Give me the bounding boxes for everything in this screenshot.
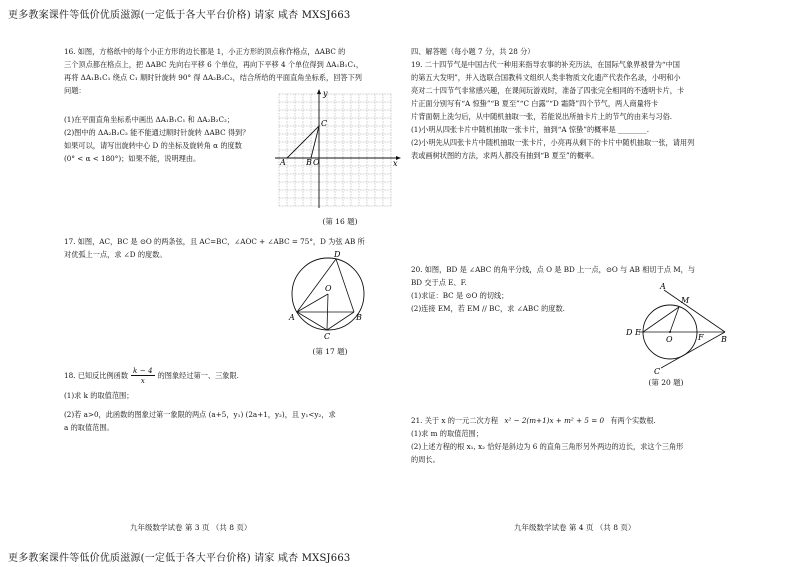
question-19-text: [411, 45, 751, 162]
question-18-text: [64, 366, 404, 434]
q21-line: 的周长。: [411, 455, 440, 464]
q20-line: 20. 如图，BD 是 ∠ABC 的角平分线，点 O 是 BD 上一点，⊙O 与 AB 相切于点 M，与: [411, 265, 696, 274]
q19-line: 片正面分别写有“A 惊蛰”“B 夏至”“C 白露”“D 霜降”四个节气，两人商量将卡: [411, 99, 659, 108]
point-b-label: B: [721, 335, 727, 344]
figure-17-circle: [283, 250, 373, 340]
figure-16-caption: (第 16 题): [322, 217, 358, 226]
q20-part-1: (1)求证：BC 是 ⊙O 的切线；: [411, 291, 509, 300]
page-3-footer: 九年级数学试卷 第 3 页 （共 8 页）: [130, 523, 252, 532]
section-heading: 四、解答题（每小题 7 分，共 28 分）: [411, 47, 535, 56]
x-axis-label: x: [393, 159, 398, 168]
q19-part-2: (2)小明先从四张卡片中随机抽取一张卡片，小亮再从剩下的卡片中随机抽取一张，请用列: [411, 138, 695, 147]
q17-line: 17. 如图，AC，BC 是 ⊙O 的两条弦，且 AC=BC，∠AOC + ∠ABC = 75°，D 为弦 AB 所: [64, 237, 365, 246]
q16-line: 16. 如图，方格纸中的每个小正方形的边长都是 1，小正方形的顶点称作格点，ΔABC 的: [64, 47, 346, 56]
fraction-numerator: k − 4: [133, 366, 153, 375]
point-c-label: C: [324, 332, 331, 340]
point-d-label: D: [334, 250, 341, 259]
q19-line: 亮对二十四节气非常感兴趣，在课间玩游戏时，准备了四张完全相同的不透明卡片，卡: [411, 86, 685, 95]
q19-part-1: (1)小明从四张卡片中随机抽取一张卡片，抽到“A 惊蛰”的概率是 ________.: [411, 125, 650, 134]
q18-intro: 18. 已知反比例函数: [64, 371, 129, 380]
q21-intro: 21. 关于 x 的一元二次方程: [411, 416, 499, 425]
question-21-text: [411, 414, 751, 466]
q16-line: 三个顶点都在格点上，把 ΔABC 先向右平移 6 个单位，再向下平移 4 个单位得到 ΔA₁B₁C₁，: [64, 60, 364, 69]
q16-line: 如果可以，请写出旋转中心 D 的坐标及旋转角 α 的度数: [64, 141, 242, 150]
figure-16-grid: [275, 88, 405, 213]
y-axis-label: y: [323, 89, 328, 98]
q17-line: 对优弧上一点，求 ∠D 的度数。: [64, 250, 167, 259]
q18-line: a 的取值范围。: [64, 423, 114, 432]
point-de-label: D E: [626, 328, 641, 337]
center-o-label: O: [325, 284, 332, 293]
q21-line-1: [411, 414, 751, 427]
q18-intro-tail: 的图象经过第一、三象限.: [157, 371, 239, 380]
q21-part-2: (2)上述方程的根 x₁, x₂ 恰好是斜边为 6 的直角三角形另外两边的边长，求这个三角形: [411, 442, 684, 451]
q19-line: 19. 二十四节气是中国古代一种用来指导农事的补充历法，在国际气象界被誉为“中国: [411, 60, 680, 69]
bottom-banner: 更多教案课件等低价优质滋源(一定低于各大平台价格) 请家 咸杏 MXSJ663: [8, 553, 351, 564]
q19-line: 表或画树状图的方法，求两人都没有抽到“B 夏至”的概率。: [411, 151, 599, 160]
figure-20-diagram: [624, 278, 729, 376]
point-a-label: A: [280, 158, 286, 167]
figure-17-caption: (第 17 题): [312, 347, 348, 356]
point-m-label: M: [681, 296, 690, 305]
q18-line-1: [64, 366, 404, 385]
q20-line: BD 交于点 E、F.: [411, 278, 467, 287]
q19-line: 的第五大发明”，并入选联合国教科文组织人类非物质文化遗产代表作名录，小明和小: [411, 73, 681, 82]
q18-part-2: (2)若 a>0，此函数的图象过第一象限的两点 (a+5，y₁) (2a+1，y₂)，且 y₁<y₂，求: [64, 410, 336, 419]
point-a-label: A: [289, 313, 295, 322]
q19-line: 片背面朝上洗匀后，从中随机抽取一张，若能说出所抽卡片上的节气的由来与习俗.: [411, 112, 673, 121]
origin-label: O: [313, 158, 320, 167]
q16-line: (0° < α < 180°)；如果不能，说明理由。: [64, 154, 201, 163]
question-16-subparts: [64, 113, 274, 165]
point-b-label: B: [356, 313, 362, 322]
q20-part-2: (2)连接 EM，若 EM // BC，求 ∠ABC 的度数.: [411, 304, 565, 313]
point-c-label: C: [321, 119, 328, 128]
page-4-footer: 九年级数学试卷 第 4 页 （共 8 页）: [514, 523, 636, 532]
point-b-label: B: [306, 158, 312, 167]
q21-part-1: (1)求 m 的取值范围；: [411, 429, 483, 438]
point-f-label: F: [698, 333, 704, 342]
center-o-label: O: [666, 335, 673, 344]
point-c-label: C: [654, 367, 661, 376]
q16-line: 再将 ΔA₁B₁C₁ 绕点 C₁ 顺时针旋转 90° 得 ΔA₂B₂C₂，结合所给的平面直角坐标系，回答下列: [64, 73, 362, 82]
q21-intro-tail: 有两个实数根.: [610, 416, 656, 425]
point-a-label: A: [660, 282, 666, 291]
q21-equation: x² − 2(m+1)x + m² + 5 = 0: [504, 416, 605, 425]
q16-part-1: (1)在平面直角坐标系中画出 ΔA₁B₁C₁ 和 ΔA₂B₂C₂；: [64, 115, 235, 124]
fraction: [131, 366, 155, 385]
q16-part-2: (2)图中的 ΔA₂B₂C₂ 能不能通过顺时针旋转 ΔABC 得到？: [64, 128, 250, 137]
fraction-denominator: x: [140, 376, 145, 385]
figure-20-caption: (第 20 题): [648, 378, 684, 387]
top-banner: 更多教案课件等低价优质滋源(一定低于各大平台价格) 请家 咸杏 MXSJ663: [8, 10, 351, 21]
q18-part-1: (1)求 k 的取值范围；: [64, 391, 134, 400]
q16-line: 问题：: [64, 86, 86, 95]
